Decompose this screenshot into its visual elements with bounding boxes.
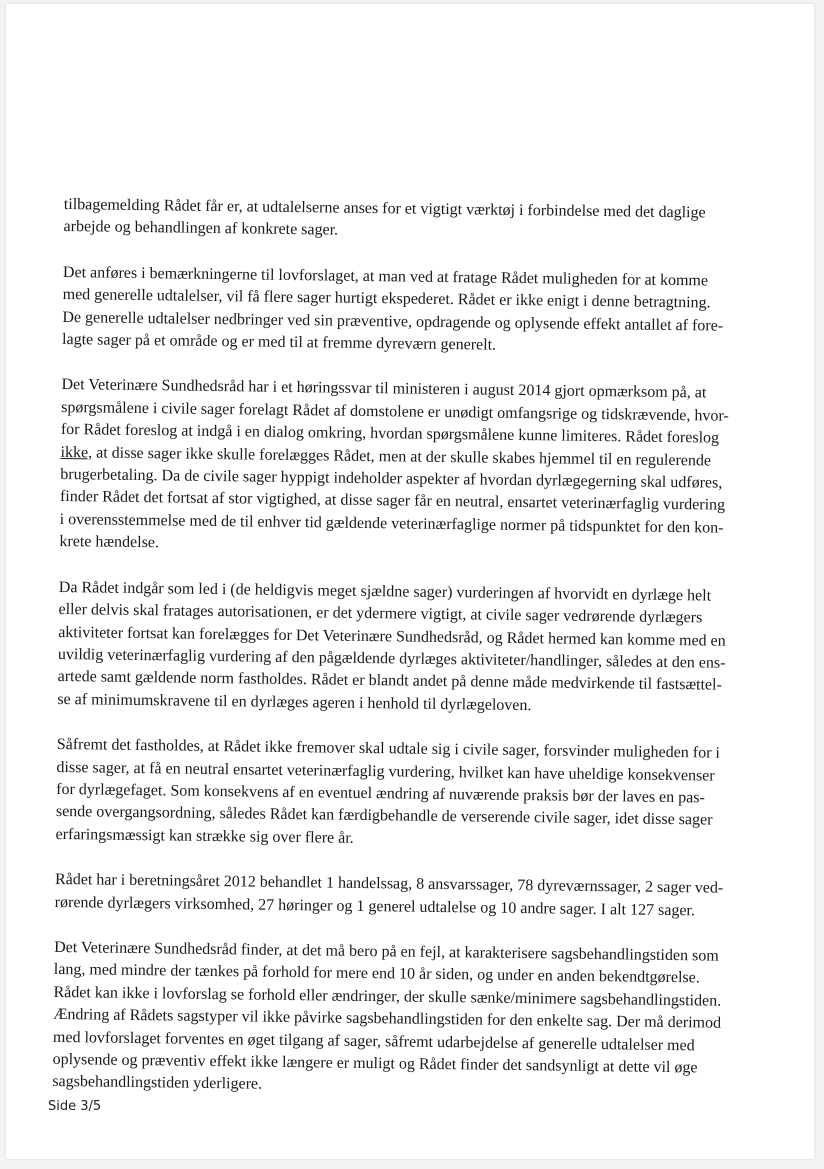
text-line: med generelle udtalelser, vil få flere sager hurtigt ekspederet. Rådet er ikke enigt i denne betragtning. [62,286,711,312]
text-line: Det Veterinære Sundhedsråd finder, at det må bero på en fejl, at karakterisere sagsbehandlingstiden som [54,938,719,965]
text-line: brugerbetaling. Da de civile sager hyppigt indeholder aspekter af hvordan dyrlægegerning skal udføres, [60,466,723,492]
text-line: oplysende og præventiv effekt ikke længere er muligt og Rådet finder det sandsynligt at dette vil øge [52,1050,698,1077]
text-line: sagsbehandlingstiden yderligere. [52,1073,263,1094]
text-line: eller delvis skal fratages autorisationen, er det ydermere vigtigt, at civile sager vedrørende dyrlægers [58,601,703,627]
text-line: med lovforslaget forventes en øget tilgang af sager, såfremt udarbejdelse af generelle udtalelser med [52,1028,695,1054]
text-line: Rådet har i beretningsåret 2012 behandlet 1 handelssag, 8 ansvarssager, 78 dyreværnssager, 2 sager ved- [54,871,724,897]
text-line: rørende dyrlægers virksomhed, 27 høringer og 1 generel udtalelse og 10 andre sager. I alt 127 sager. [54,893,696,919]
paragraph-7 [52,937,754,1103]
text-line: uvildig veterinærfaglig vurdering af den pågældende dyrlæges aktiviteter/handlinger, således at den ens- [57,645,726,672]
text-line: disse sager, at få en neutral ensartet veterinærfaglig vurdering, hvilket kan have uheldige konsekvenser [56,758,715,785]
text-line: finder Rådet det fortsat af stor vigtighed, at disse sager får en neutral, ensartet veterinærfaglig vurdering [59,488,726,515]
document-page [6,4,814,1159]
text-line: se af minimumskravene til en dyrlæges ageren i henhold til dyrlægeloven. [57,690,532,714]
paragraph-3 [59,374,761,562]
text-line-rest: at disse sager ikke skulle forelægges Rådet, men at der skulle skabes hjemmel til en regulerende [92,444,712,470]
text-line: Da Rådet indgår som led i (de heldigvis meget sjældne sager) vurderingen af hvorvidt en dyrlæge helt [58,578,712,605]
text-line: Det Veterinære Sundhedsråd har i et høringssvar til ministeren i august 2014 gjort opmærksom på, at [61,376,707,402]
paragraph-6 [55,869,756,923]
text-line: Rådet kan ikke i lovforslag se forhold eller ændringer, der skulle sænke/minimere sagsbehandlingstiden. [53,983,722,1010]
text-line: lagte sager på et område og er med til at fremme dyreværn generelt. [61,331,497,354]
text-line: Det anføres i bemærkningerne til lovforslaget, at man ved at fratage Rådet muligheden for at komme [62,263,709,290]
text-line: Ændring af Rådets sagstyper vil ikke påvirke sagsbehandlingstiden for den enkelte sag. Der må derimod [53,1006,722,1032]
paragraph-5 [55,734,756,855]
text-line: Såfremt det fastholdes, at Rådet ikke fremover skal udtale sig i civile sager, forsvinder muligheden for i [56,736,721,762]
text-line: spørgsmålene i civile sager forelagt Rådet af domstolene er unødigt omfangsrige og tidskrævende, hvor- [61,398,729,425]
document-body [52,194,764,1126]
text-line: lang, med mindre der tænkes på forhold for mere end 10 år siden, og under en anden bekendtgørelse. [53,961,700,987]
text-line: for dyrlægefaget. Som konsekvens af en eventuel ændring af nuværende praksis bør der laves en pas- [56,780,705,807]
text-line: i overensstemmelse med de til enhver tid gældende veterinærfaglige normer på tidspunktet for den kon- [59,510,724,537]
underlined-word: ikke, [60,443,93,462]
paragraph-1 [63,194,764,248]
text-line: arbejde og behandlingen af konkrete sager. [63,218,339,239]
paragraph-2 [62,262,763,361]
paragraph-4 [57,577,759,721]
text-line: De generelle udtalelser nedbringer ved sin præventive, opdragende og oplysende effekt antallet af fore- [62,308,724,335]
text-line: sende overgangsordning, således Rådet kan færdigbehandle de verserende civile sager, idet disse sager [55,803,713,829]
text-line: for Rådet foreslog at indgå i en dialog omkring, hvordan spørgsmålene kunne limiteres. Rådet foreslog [60,421,720,447]
page-number: Side 3/5 [48,1099,102,1114]
text-line: artede samt gældende norm fastholdes. Rådet er blandt andet på denne måde medvirkende til fastsættel- [57,668,722,694]
text-line: krete hændelse. [59,533,160,552]
text-line: erfaringsmæssigt kan strække sig over flere år. [55,825,354,847]
text-line: aktiviteter fortsat kan forelægges for Det Veterinære Sundhedsråd, og Rådet hermed kan komme med en [58,623,726,650]
text-line: tilbagemelding Rådet får er, at udtalelserne anses for et vigtigt værktøj i forbindelse med det daglige [63,195,706,222]
